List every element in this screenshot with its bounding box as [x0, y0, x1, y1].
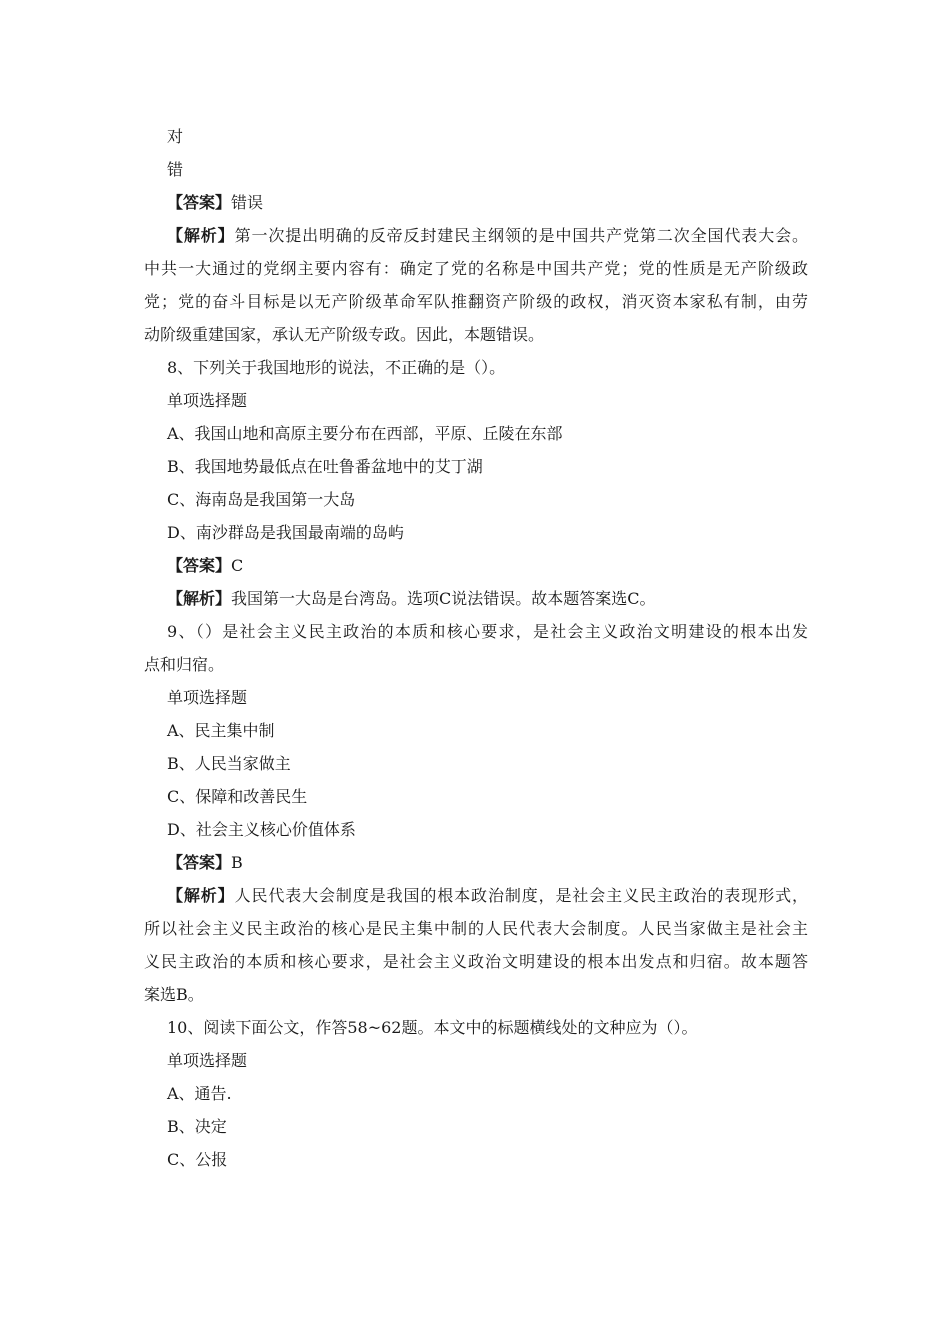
line-text: C、公报 — [167, 1150, 228, 1169]
line-text: 案选B。 — [144, 985, 204, 1004]
line-text: 错 — [167, 160, 184, 179]
answer-label: 【答案】 — [167, 853, 232, 872]
line-text: 义民主政治的本质和核心要求，是社会主义政治文明建设的根本出发点和归宿。故本题答 — [144, 952, 808, 971]
line-text: A、民主集中制 — [167, 721, 275, 740]
line-text: 错误 — [231, 193, 264, 212]
line-text: 9、（）是社会主义民主政治的本质和核心要求，是社会主义政治文明建设的根本出发 — [167, 622, 808, 641]
text-line — [144, 912, 808, 945]
text-line — [144, 879, 808, 912]
text-line — [144, 714, 808, 747]
text-line — [144, 252, 808, 285]
line-text: 党；党的奋斗目标是以无产阶级革命军队推翻资产阶级的政权，消灭资本家私有制，由劳 — [144, 292, 808, 311]
text-line — [144, 351, 808, 384]
line-text: C、海南岛是我国第一大岛 — [167, 490, 356, 509]
line-text: 单项选择题 — [167, 391, 248, 410]
line-text: A、通告. — [167, 1084, 232, 1103]
text-line — [144, 681, 808, 714]
line-text: B — [231, 853, 243, 872]
line-text: 所以社会主义民主政治的核心是民主集中制的人民代表大会制度。人民当家做主是社会主 — [144, 919, 808, 938]
text-line — [144, 516, 808, 549]
line-text: 10、阅读下面公文，作答58~62题。本文中的标题横线处的文种应为（）。 — [167, 1018, 698, 1037]
text-line — [144, 120, 808, 153]
text-line — [144, 549, 808, 582]
answer-label: 【答案】 — [167, 556, 232, 575]
analysis-label: 【解析】 — [167, 589, 232, 608]
line-text: 中共一大通过的党纲主要内容有：确定了党的名称是中国共产党；党的性质是无产阶级政 — [144, 259, 808, 278]
text-line — [144, 780, 808, 813]
text-line — [144, 945, 808, 978]
line-text: 我国第一大岛是台湾岛。选项C说法错误。故本题答案选C。 — [231, 589, 656, 608]
text-line — [144, 582, 808, 615]
text-line — [144, 978, 808, 1011]
line-text: 动阶级重建国家，承认无产阶级专政。因此，本题错误。 — [144, 325, 545, 344]
line-text: 对 — [167, 127, 184, 146]
document-body — [144, 120, 808, 1176]
line-text: B、我国地势最低点在吐鲁番盆地中的艾丁湖 — [167, 457, 483, 476]
line-text: D、社会主义核心价值体系 — [167, 820, 356, 839]
line-text: B、决定 — [167, 1117, 227, 1136]
text-line — [144, 1110, 808, 1143]
text-line — [144, 450, 808, 483]
text-line — [144, 219, 808, 252]
line-text: 单项选择题 — [167, 1051, 248, 1070]
line-text: A、我国山地和高原主要分布在西部，平原、丘陵在东部 — [167, 424, 563, 443]
text-line — [144, 153, 808, 186]
text-line — [144, 1143, 808, 1176]
analysis-label: 【解析】 — [167, 226, 235, 245]
line-text: B、人民当家做主 — [167, 754, 291, 773]
text-line — [144, 846, 808, 879]
text-line — [144, 483, 808, 516]
line-text: 8、下列关于我国地形的说法，不正确的是（）。 — [167, 358, 506, 377]
text-line — [144, 318, 808, 351]
line-text: C — [231, 556, 244, 575]
line-text: 第一次提出明确的反帝反封建民主纲领的是中国共产党第二次全国代表大会。 — [234, 226, 808, 245]
text-line — [144, 1011, 808, 1044]
text-line — [144, 615, 808, 648]
line-text: C、保障和改善民生 — [167, 787, 308, 806]
text-line — [144, 1077, 808, 1110]
text-line — [144, 648, 808, 681]
text-line — [144, 384, 808, 417]
text-line — [144, 186, 808, 219]
line-text: 人民代表大会制度是我国的根本政治制度，是社会主义民主政治的表现形式， — [234, 886, 808, 905]
text-line — [144, 747, 808, 780]
answer-label: 【答案】 — [167, 193, 232, 212]
text-line — [144, 813, 808, 846]
line-text: D、南沙群岛是我国最南端的岛屿 — [167, 523, 404, 542]
line-text: 单项选择题 — [167, 688, 248, 707]
text-line — [144, 417, 808, 450]
text-line — [144, 1044, 808, 1077]
line-text: 点和归宿。 — [144, 655, 225, 674]
analysis-label: 【解析】 — [167, 886, 235, 905]
text-line — [144, 285, 808, 318]
